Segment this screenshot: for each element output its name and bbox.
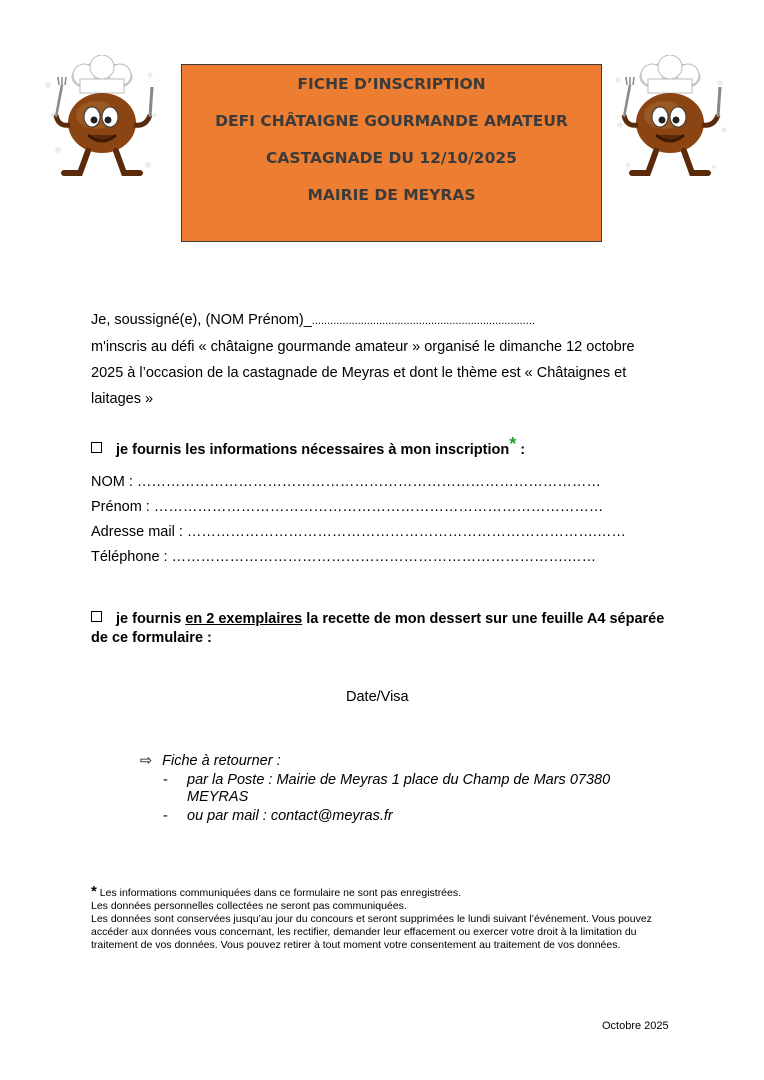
header-box: [181, 64, 602, 242]
field-nom[interactable]: [91, 474, 601, 490]
intro-paragraph: [91, 307, 666, 412]
footnote-line1: Les informations communiquées dans ce formulaire ne sont pas enregistrées.: [96, 887, 462, 899]
section-recipe-heading: [91, 610, 666, 648]
header-organizer: MAIRIE DE MEYRAS: [307, 186, 476, 204]
footnote-line3: Les données sont conservées jusqu’au jour du concours et seront supprimées le lundi suivant l’événement. Vous pouvez accéder aux données vous concernant, les rectifier, demander leur effacement ou exercer votre droit à la limitation du traitement de vos données. Vous pouvez retirer à tout moment votre consentement au traitement de vos données.: [91, 913, 652, 951]
list-dash: -: [163, 808, 168, 824]
section-recipe-suffix: la recette de mon dessert sur une feuille A4 séparée de ce formulaire :: [91, 611, 665, 646]
arrow-right-icon: ⇨: [140, 753, 153, 769]
field-dots: …………………………………………………………………………………: [153, 499, 604, 515]
asterisk-mark: *: [509, 434, 517, 454]
field-email[interactable]: [91, 524, 626, 540]
field-label: NOM :: [91, 474, 137, 490]
list-dash: -: [163, 772, 168, 788]
field-label: Prénom :: [91, 499, 154, 515]
footnote: [91, 885, 661, 952]
header-event-date: CASTAGNADE DU 12/10/2025: [266, 149, 517, 167]
return-title: Fiche à retourner :: [162, 753, 281, 769]
field-label: Adresse mail :: [91, 524, 187, 540]
intro-text: m'inscris au défi « châtaigne gourmande amateur » organisé le dimanche 12 octobre 2025 à l’occasion de la castagnade de Meyras et dont le thème est « Châtaignes et laitages »: [91, 339, 635, 407]
return-post-address: par la Poste : Mairie de Meyras 1 place du Champ de Mars 07380: [187, 772, 611, 788]
field-dots: ……………………………………………………………………….……: [171, 549, 597, 565]
return-mail-address: ou par mail : contact@meyras.fr: [187, 808, 393, 824]
intro-name-dots: .........................................................................: [311, 315, 535, 327]
footnote-line2: Les données personnelles collectées ne seront pas communiquées.: [91, 900, 407, 912]
section-info-colon: :: [516, 442, 526, 458]
date-visa-label: Date/Visa: [346, 689, 409, 705]
section-recipe-copies: en 2 exemplaires: [185, 611, 303, 627]
checkbox-info[interactable]: [91, 442, 102, 453]
section-info-label: je fournis les informations nécessaires à mon inscription: [116, 442, 510, 458]
field-prenom[interactable]: [91, 499, 603, 515]
field-dots: ………………………………………………………………………….……: [186, 524, 626, 540]
footnote-asterisk: *: [91, 883, 97, 900]
intro-name-label: Je, soussigné(e), (NOM Prénom)_: [91, 312, 312, 328]
field-dots: ……………………………………………………………………………………: [136, 474, 601, 490]
header-challenge: DEFI CHÂTAIGNE GOURMANDE AMATEUR: [215, 112, 568, 130]
header-title: FICHE D’INSCRIPTION: [297, 75, 486, 93]
return-heading: [140, 753, 281, 769]
footer-date: Octobre 2025: [602, 1020, 669, 1032]
section-info-heading: [91, 434, 525, 458]
field-telephone[interactable]: [91, 549, 596, 565]
chestnut-chef-icon: [40, 55, 162, 185]
checkbox-recipe[interactable]: [91, 611, 102, 622]
section-recipe-prefix: je fournis: [116, 611, 186, 627]
chestnut-chef-icon: [608, 55, 730, 185]
return-item-mail: [163, 808, 393, 824]
return-post-city: MEYRAS: [187, 789, 249, 805]
field-label: Téléphone :: [91, 549, 172, 565]
return-item-post: [163, 772, 610, 806]
